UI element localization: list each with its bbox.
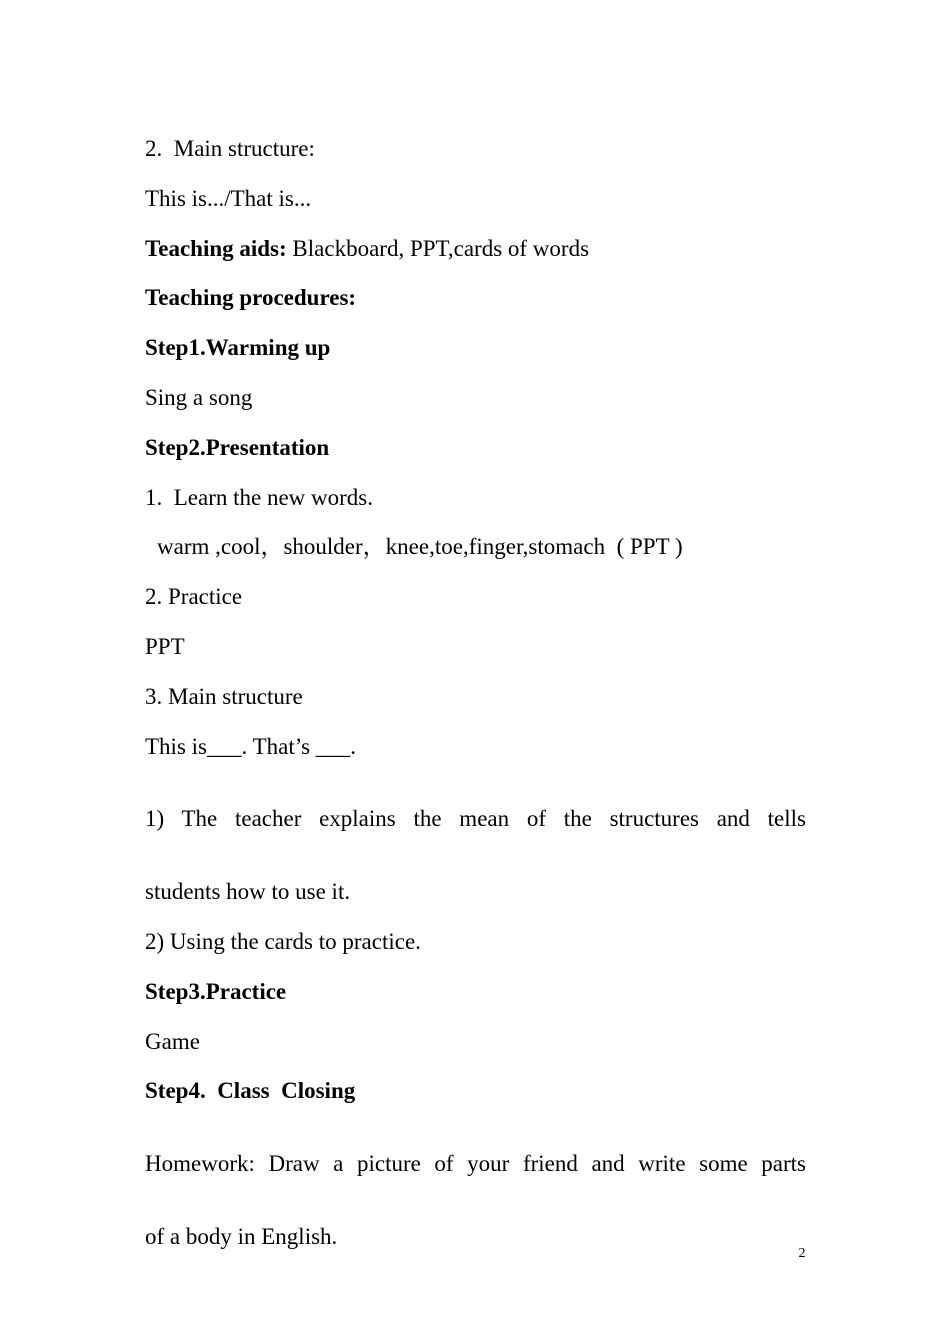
teaching-aids-label: Teaching aids: <box>145 235 287 261</box>
document-body <box>145 124 806 1262</box>
teaching-aids <box>145 224 806 274</box>
step1-heading: Step1.Warming up <box>145 335 331 361</box>
practice-ppt: PPT <box>145 633 185 659</box>
step2-heading: Step2.Presentation <box>145 434 330 460</box>
using-cards: 2) Using the cards to practice. <box>145 928 421 954</box>
sentence-pattern: This is.../That is... <box>145 185 312 211</box>
homework-line2: of a body in English. <box>145 1223 338 1249</box>
teacher-explains-line1: 1) The teacher explains the mean of the structures and tells <box>145 806 806 832</box>
structure-blank-pattern: This is___. That’s ___. <box>145 733 357 759</box>
main-structure-heading: 2. Main structure: <box>145 136 315 161</box>
step4-heading: Step4. Class Closing <box>145 1078 356 1104</box>
step3-heading: Step3.Practice <box>145 978 287 1004</box>
teaching-procedures-heading: Teaching procedures: <box>145 285 357 311</box>
main-structure-3-heading: 3. Main structure <box>145 683 303 709</box>
step3-activity: Game <box>145 1028 200 1054</box>
teacher-explains-line2: students how to use it. <box>145 879 351 905</box>
word-list: warm ,cool，shoulder，knee,toe,finger,stomach ( PPT ) <box>157 534 683 560</box>
practice-heading: 2. Practice <box>145 584 243 610</box>
page-number: 2 <box>798 1246 806 1261</box>
step1-activity: Sing a song <box>145 384 253 410</box>
homework-line1: Homework: Draw a picture of your friend and write some parts <box>145 1151 806 1177</box>
learn-new-words: 1. Learn the new words. <box>145 484 374 510</box>
teaching-aids-value: Blackboard, PPT,cards of words <box>286 235 590 261</box>
